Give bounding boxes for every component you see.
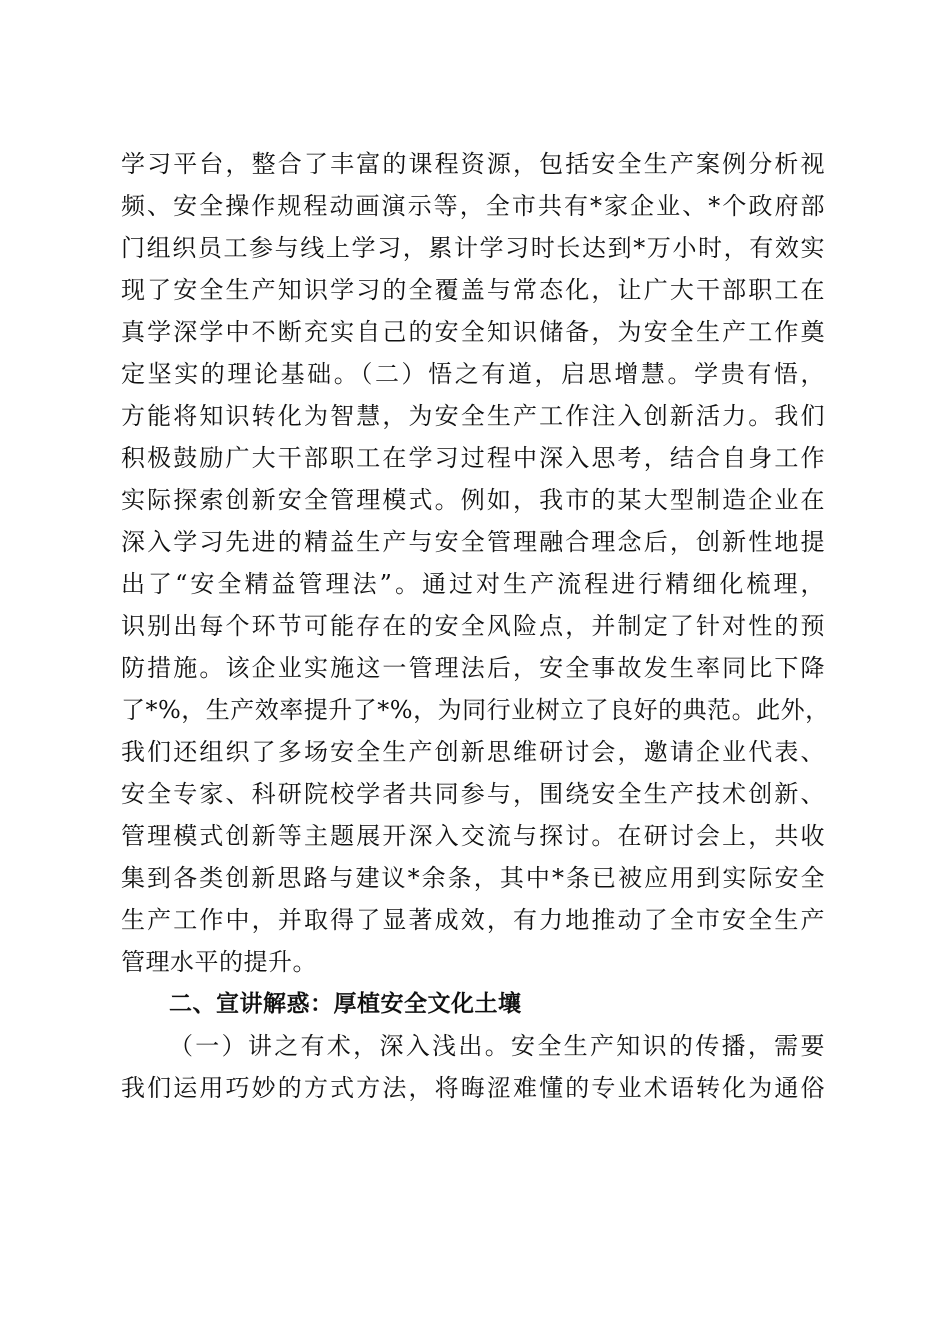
text-line: 门组织员工参与线上学习，累计学习时长达到*万小时，有效实 [121, 234, 825, 262]
text-line: 生产工作中，并取得了显著成效，有力地推动了全市安全生产 [121, 906, 825, 934]
text-line: 出了“安全精益管理法”。通过对生产流程进行精细化梳理， [121, 570, 825, 598]
text-line: 我们还组织了多场安全生产创新思维研讨会，邀请企业代表、 [121, 738, 825, 766]
text-line: 频、安全操作规程动画演示等，全市共有*家企业、*个政府部 [121, 192, 825, 220]
text-line: 了*%，生产效率提升了*%，为同行业树立了良好的典范。此外， [121, 696, 830, 724]
text-line: 管理水平的提升。 [121, 948, 317, 976]
text-line: 安全专家、科研院校学者共同参与，围绕安全生产技术创新、 [121, 780, 825, 808]
text-line: 集到各类创新思路与建议*余条，其中*条已被应用到实际安全 [121, 864, 825, 892]
text-line: （一）讲之有术，深入浅出。安全生产知识的传播，需要 [169, 1032, 825, 1060]
text-line: 实际探索创新安全管理模式。例如，我市的某大型制造企业在 [121, 486, 825, 514]
text-line: 定坚实的理论基础。（二）悟之有道，启思增慧。学贵有悟， [121, 360, 825, 388]
text-line: 识别出每个环节可能存在的安全风险点，并制定了针对性的预 [121, 612, 825, 640]
text-line: 防措施。该企业实施这一管理法后，安全事故发生率同比下降 [121, 654, 825, 682]
text-line: 积极鼓励广大干部职工在学习过程中深入思考，结合自身工作 [121, 444, 825, 472]
paragraph-section-one [121, 143, 830, 983]
text-line: 现了安全生产知识学习的全覆盖与常态化，让广大干部职工在 [121, 276, 825, 304]
paragraph-section-two [121, 1025, 825, 1109]
document-page [121, 143, 830, 1109]
text-line: 我们运用巧妙的方式方法，将晦涩难懂的专业术语转化为通俗 [121, 1074, 825, 1102]
text-line: 学习平台，整合了丰富的课程资源，包括安全生产案例分析视 [121, 150, 825, 178]
text-line: 深入学习先进的精益生产与安全管理融合理念后，创新性地提 [121, 528, 825, 556]
text-line: 管理模式创新等主题展开深入交流与探讨。在研讨会上，共收 [121, 822, 825, 850]
section-heading: 二、宣讲解惑：厚植安全文化土壤 [169, 991, 522, 1017]
text-line: 真学深学中不断充实自己的安全知识储备，为安全生产工作奠 [121, 318, 825, 346]
text-line: 方能将知识转化为智慧，为安全生产工作注入创新活力。我们 [121, 402, 825, 430]
